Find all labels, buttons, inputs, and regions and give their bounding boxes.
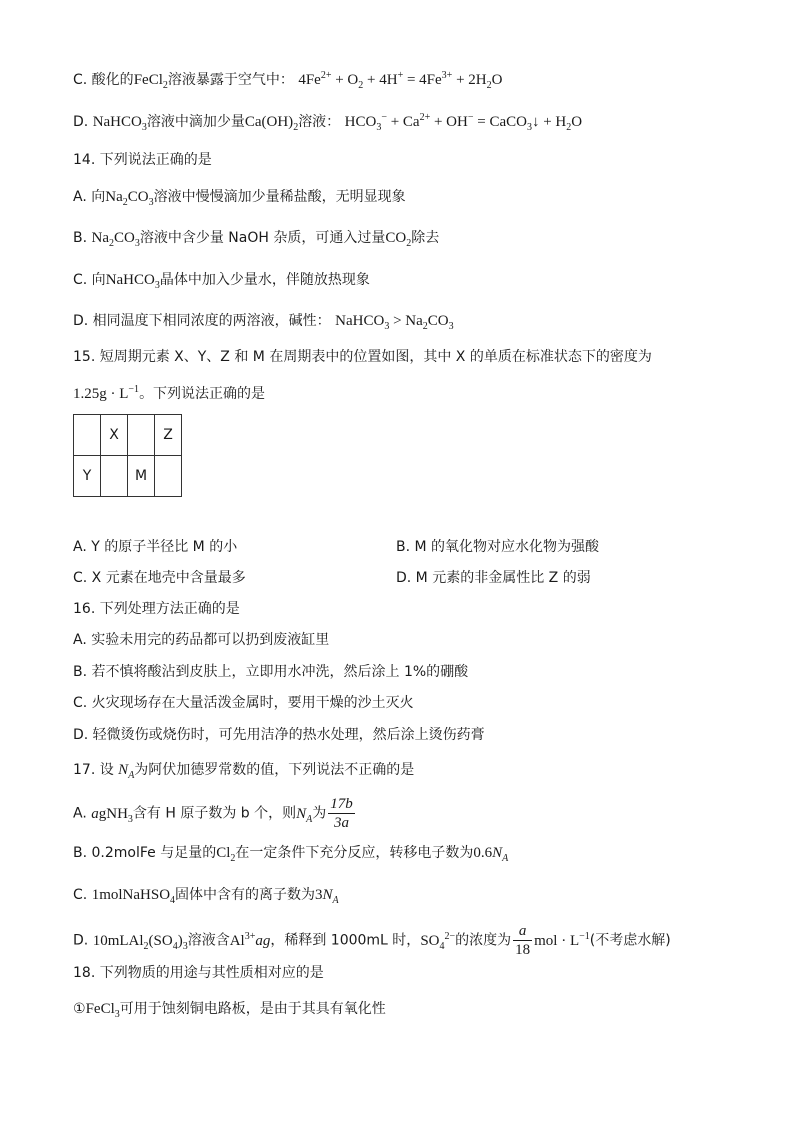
periodic-table-fragment <box>73 414 182 497</box>
q17-stem: 17. 设 $N_A$为阿伏加德罗常数的值，下列说法不正确的是 <box>73 762 415 781</box>
q16-option-b: B. 若不慎将酸沾到皮肤上，立即用水冲洗，然后涂上 1%的硼酸 <box>73 664 469 680</box>
q17-option-a: A. agNH$_3$含有 H 原子数为 b 个，则$N_A$为 $\frac{17b}{3a}$ <box>73 796 353 831</box>
q14-option-d: D. 相同温度下相同浓度的两溶液，碱性： NaHCO$_3$ > $Na_2CO_3$ <box>73 313 454 332</box>
table-cell: X <box>101 415 128 456</box>
table-cell: Y <box>74 456 101 497</box>
chem-formula: $Ca(OH)_2$ <box>244 114 299 133</box>
q15-option-d: D. M 元素的非金属性比 Z 的弱 <box>396 570 591 586</box>
q14-option-c: C. 向NaHCO$_3$晶体中加入少量水，伴随放热现象 <box>73 272 370 291</box>
q13-option-c: C. 酸化的FeCl$_2$溶液暴露于空气中： $4Fe^{2+} + O_2 + 4H^+ = 4Fe^{3+} + 2H_2O$ <box>73 70 503 91</box>
q17-option-d: D. $10mLAl_2(SO_4)_3$溶液含$Al^{3+}ag$，稀释到 1000mL 时，$SO_4^{2-}$的浓度为 $\frac{a}{18}$ mol · $L^{-1}$(不考虑水解) <box>73 923 671 958</box>
equation: $4Fe^{2+} + O_2 + 4H^+ = 4Fe^{3+} + 2H_2O$ <box>298 70 503 91</box>
equation: $HCO_3^- + Ca^{2+} + OH^-$ = CaCO$_3$↓ + $H_2O$ <box>344 112 583 133</box>
fraction: $\frac{17b}{3a}$ <box>330 796 353 831</box>
q15-option-a: A. Y 的原子半径比 M 的小 <box>73 539 238 555</box>
table-cell <box>101 456 128 497</box>
table-cell <box>128 415 155 456</box>
q14-option-b: B. $Na_2CO_3$溶液中含少量 NaOH 杂质，可通入过量$CO_2$除去 <box>73 230 440 249</box>
chem-formula: NaHCO$_3$ <box>92 114 147 133</box>
q16-stem: 16. 下列处理方法正确的是 <box>73 601 240 617</box>
q18-stem: 18. 下列物质的用途与其性质相对应的是 <box>73 965 324 981</box>
q17-option-b: B. 0.2molFe 与足量的$Cl_2$在一定条件下充分反应，转移电子数为$0.6N_A$ <box>73 845 509 864</box>
q15-option-b: B. M 的氧化物对应水化物为强酸 <box>396 539 600 555</box>
q15-stem: 15. 短周期元素 X、Y、Z 和 M 在周期表中的位置如图，其中 X 的单质在标准状态下的密度为 <box>73 349 652 365</box>
q16-option-c: C. 火灾现场存在大量活泼金属时，要用干燥的沙土灭火 <box>73 695 414 711</box>
q13-option-d: D. NaHCO$_3$溶液中滴加少量$Ca(OH)_2$溶液： $HCO_3^- + Ca^{2+} + OH^-$ = CaCO$_3$↓ + $H_2O$ <box>73 112 583 133</box>
q16-option-d: D. 轻微烫伤或烧伤时，可先用洁净的热水处理，然后涂上烫伤药膏 <box>73 727 485 743</box>
table-cell: Z <box>155 415 182 456</box>
q15-stem-cont: $1.25g \cdot L^{-1}$。下列说法正确的是 <box>73 384 266 402</box>
q18-item-1: ①FeCl$_3$可用于蚀刻铜电路板，是由于其具有氧化性 <box>73 1001 386 1020</box>
q17-option-c: C. 1molNaHSO$_4$固体中含有的离子数为$3N_A$ <box>73 887 339 906</box>
table-cell <box>74 415 101 456</box>
table-cell <box>155 456 182 497</box>
q16-option-a: A. 实验未用完的药品都可以扔到废液缸里 <box>73 632 330 648</box>
q14-stem: 14. 下列说法正确的是 <box>73 152 212 168</box>
chem-formula: FeCl$_2$ <box>133 72 168 91</box>
q15-option-c: C. X 元素在地壳中含量最多 <box>73 570 246 586</box>
table-cell: M <box>128 456 155 497</box>
q14-option-a: A. 向$Na_2CO_3$溶液中慢慢滴加少量稀盐酸，无明显现象 <box>73 189 406 208</box>
fraction: $\frac{a}{18}$ <box>515 923 531 958</box>
